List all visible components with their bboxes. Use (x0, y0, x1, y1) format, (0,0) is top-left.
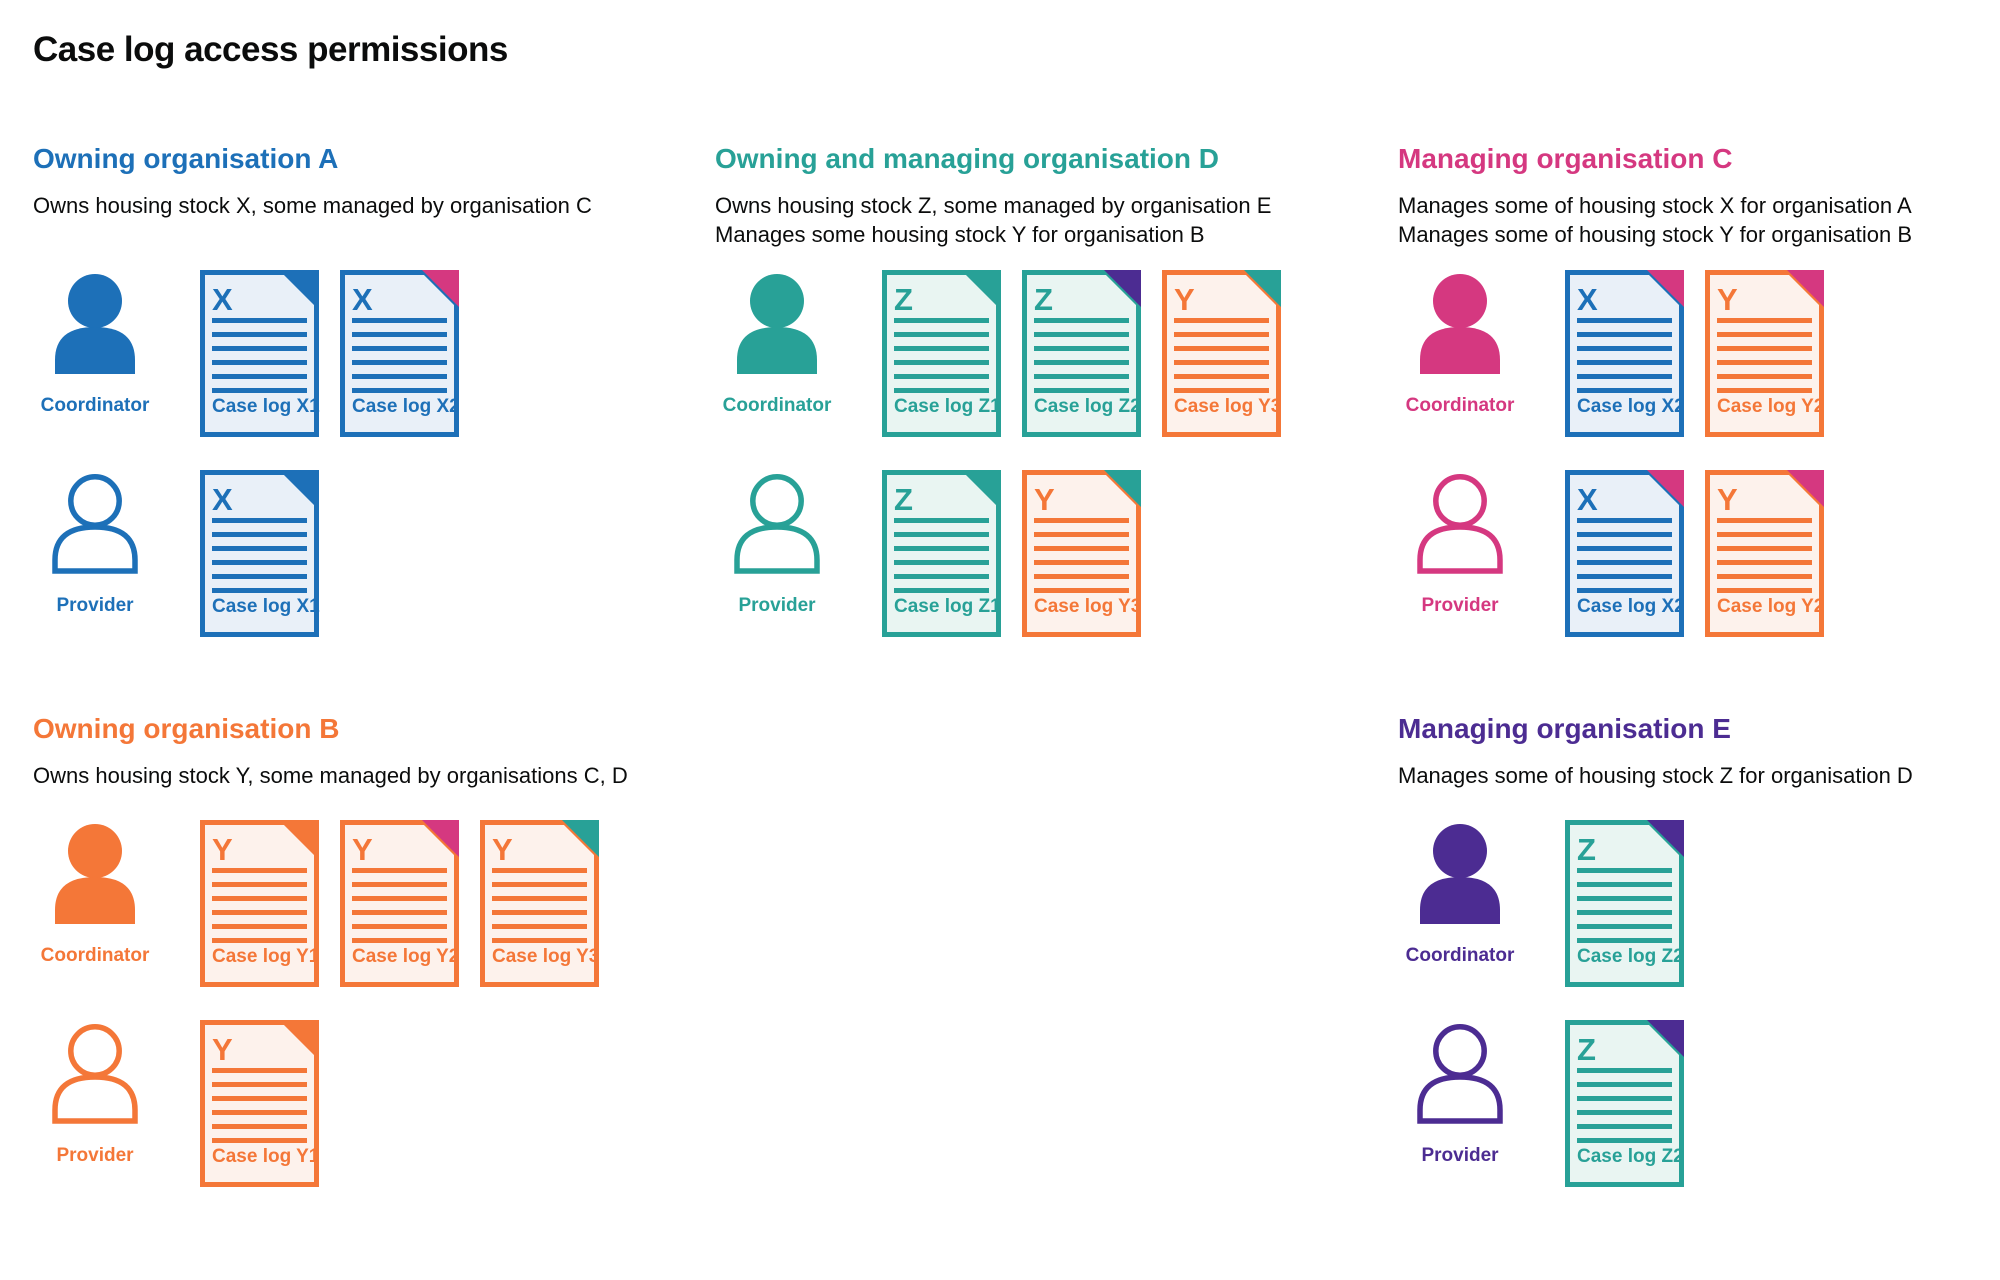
doc-text-line (212, 1124, 307, 1129)
person-body (55, 327, 135, 374)
case-log-doc (1565, 270, 1684, 437)
doc-stock-letter: Y (1174, 282, 1195, 317)
case-log-doc (1022, 270, 1141, 437)
coordinator-icon (727, 274, 827, 374)
doc-text-line (1577, 1138, 1672, 1143)
doc-text-line (1034, 360, 1129, 365)
doc-text-line (1034, 332, 1129, 337)
doc-text-line (1174, 374, 1269, 379)
provider-icon (1410, 474, 1510, 574)
doc-text-line (1577, 332, 1672, 337)
section-org-c (1398, 143, 2000, 617)
doc-text-line (352, 360, 447, 365)
doc-text-line (212, 518, 307, 523)
doc-text-line (1577, 868, 1672, 873)
section-description-line: Owns housing stock Z, some managed by organisation E (715, 193, 1272, 218)
person-head (71, 1027, 119, 1075)
role-row-provider (1398, 470, 2000, 640)
case-log-doc (1022, 470, 1141, 637)
doc-text-line (894, 318, 989, 323)
person-head (1436, 1027, 1484, 1075)
doc-text-line (1577, 374, 1672, 379)
role-label: Provider (738, 595, 816, 616)
section-heading: Managing organisation C (1398, 143, 1733, 174)
person-body (55, 877, 135, 924)
coordinator-icon (45, 274, 145, 374)
role-label: Provider (56, 1145, 134, 1166)
doc-text-line (212, 924, 307, 929)
doc-text-line (894, 346, 989, 351)
case-log-label: Case log X1 (212, 396, 320, 417)
doc-text-line (212, 1138, 307, 1143)
doc-text-line (352, 332, 447, 337)
case-log-doc (882, 270, 1001, 437)
doc-text-line (212, 1110, 307, 1115)
coordinator-figure (1405, 824, 1515, 974)
role-row-provider (33, 1020, 653, 1190)
person-head (71, 477, 119, 525)
doc-text-line (212, 896, 307, 901)
doc-text-line (1717, 532, 1812, 537)
doc-stock-letter: Y (352, 832, 373, 867)
doc-text-line (352, 910, 447, 915)
role-label: Coordinator (1405, 945, 1515, 966)
case-log-label: Case log X2 (1577, 396, 1685, 417)
coordinator-figure (40, 274, 150, 424)
doc-text-line (1174, 360, 1269, 365)
provider-figure (727, 474, 827, 624)
page-title: Case log access permissions (33, 30, 508, 69)
doc-text-line (1577, 1110, 1672, 1115)
section-description-line: Manages some of housing stock X for organisation A (1398, 193, 1912, 218)
doc-text-line (1034, 374, 1129, 379)
case-log-doc (200, 820, 319, 987)
doc-text-line (894, 374, 989, 379)
doc-stock-letter: X (1577, 482, 1598, 517)
role-row-coordinator (1398, 820, 2000, 990)
doc-text-line (352, 318, 447, 323)
person-body (55, 527, 135, 571)
doc-text-line (1577, 518, 1672, 523)
case-log-label: Case log Y2 (352, 946, 460, 967)
doc-text-line (1034, 518, 1129, 523)
doc-text-line (352, 868, 447, 873)
doc-text-line (1717, 560, 1812, 565)
doc-text-line (1034, 574, 1129, 579)
doc-text-line (1717, 388, 1812, 393)
doc-text-line (212, 938, 307, 943)
section-org-d (715, 143, 1335, 617)
doc-text-line (1577, 1068, 1672, 1073)
doc-text-line (212, 388, 307, 393)
doc-text-line (352, 924, 447, 929)
doc-text-line (212, 346, 307, 351)
case-log-label: Case log Y1 (212, 1146, 320, 1167)
doc-text-line (1577, 588, 1672, 593)
doc-text-line (894, 332, 989, 337)
doc-text-line (1174, 346, 1269, 351)
role-label: Provider (56, 595, 134, 616)
doc-stock-letter: Y (492, 832, 513, 867)
case-log-label: Case log Z1 (894, 596, 1001, 617)
doc-text-line (492, 868, 587, 873)
role-label: Provider (1421, 1145, 1499, 1166)
coordinator-figure (1405, 274, 1515, 424)
case-log-doc (882, 470, 1001, 637)
person-head (68, 824, 122, 878)
doc-text-line (1034, 588, 1129, 593)
coordinator-figure (722, 274, 832, 424)
case-log-doc (1705, 470, 1824, 637)
doc-stock-letter: X (1577, 282, 1598, 317)
doc-text-line (212, 318, 307, 323)
case-log-doc (1705, 270, 1824, 437)
doc-text-line (212, 374, 307, 379)
doc-text-line (1577, 882, 1672, 887)
doc-text-line (1174, 388, 1269, 393)
coordinator-icon (45, 824, 145, 924)
case-log-label: Case log Y1 (212, 946, 320, 967)
case-log-doc (200, 270, 319, 437)
doc-text-line (1034, 560, 1129, 565)
person-head (1433, 274, 1487, 328)
doc-text-line (1717, 546, 1812, 551)
doc-text-line (1577, 896, 1672, 901)
doc-text-line (1034, 346, 1129, 351)
case-log-label: Case log Y2 (1717, 396, 1825, 417)
doc-text-line (1717, 588, 1812, 593)
section-org-b (33, 713, 653, 1167)
doc-text-line (1174, 332, 1269, 337)
doc-stock-letter: X (212, 482, 233, 517)
doc-text-line (1717, 374, 1812, 379)
person-body (55, 1077, 135, 1121)
case-log-doc (340, 270, 459, 437)
doc-text-line (894, 388, 989, 393)
role-row-provider (33, 470, 653, 640)
section-description-line: Manages some of housing stock Z for organisation D (1398, 763, 1913, 788)
role-row-provider (715, 470, 1335, 640)
doc-text-line (1034, 388, 1129, 393)
provider-icon (45, 474, 145, 574)
section-description-line: Owns housing stock X, some managed by organisation C (33, 193, 592, 218)
doc-text-line (352, 896, 447, 901)
case-log-doc (200, 470, 319, 637)
role-row-coordinator (33, 820, 653, 990)
person-body (737, 327, 817, 374)
doc-stock-letter: Z (894, 282, 913, 317)
doc-text-line (1577, 910, 1672, 915)
doc-text-line (212, 560, 307, 565)
provider-figure (1410, 474, 1510, 624)
doc-text-line (212, 910, 307, 915)
doc-text-line (1577, 938, 1672, 943)
section-heading: Owning and managing organisation D (715, 143, 1220, 174)
section-heading: Managing organisation E (1398, 713, 1731, 744)
section-org-e (1398, 713, 2000, 1167)
doc-text-line (352, 882, 447, 887)
role-row-coordinator (1398, 270, 2000, 440)
doc-text-line (894, 574, 989, 579)
doc-text-line (492, 882, 587, 887)
doc-text-line (212, 882, 307, 887)
person-body (1420, 877, 1500, 924)
coordinator-icon (1410, 824, 1510, 924)
role-row-coordinator (715, 270, 1335, 440)
person-body (1420, 527, 1500, 571)
provider-icon (45, 1024, 145, 1124)
role-row-coordinator (33, 270, 653, 440)
case-log-doc (200, 1020, 319, 1187)
case-log-label: Case log Y2 (1717, 596, 1825, 617)
doc-text-line (212, 360, 307, 365)
case-log-doc (1565, 1020, 1684, 1187)
case-log-label: Case log X1 (212, 596, 320, 617)
doc-text-line (212, 868, 307, 873)
doc-text-line (212, 332, 307, 337)
doc-text-line (1034, 532, 1129, 537)
case-log-label: Case log Z2 (1577, 1146, 1684, 1167)
doc-stock-letter: X (352, 282, 373, 317)
doc-text-line (492, 924, 587, 929)
person-body (1420, 1077, 1500, 1121)
person-head (1436, 477, 1484, 525)
case-log-label: Case log X2 (1577, 596, 1685, 617)
person-body (1420, 327, 1500, 374)
doc-text-line (492, 896, 587, 901)
doc-stock-letter: Y (1034, 482, 1055, 517)
section-org-a (33, 143, 653, 617)
case-log-label: Case log Z1 (894, 396, 1001, 417)
doc-stock-letter: X (212, 282, 233, 317)
doc-text-line (212, 1096, 307, 1101)
role-label: Coordinator (40, 395, 150, 416)
doc-text-line (1577, 318, 1672, 323)
doc-text-line (352, 374, 447, 379)
section-description-line: Manages some of housing stock Y for organisation B (1398, 222, 1913, 247)
provider-icon (727, 474, 827, 574)
coordinator-icon (1410, 274, 1510, 374)
provider-figure (45, 474, 145, 624)
case-log-label: Case log Y3 (1034, 596, 1142, 617)
case-log-doc (1565, 820, 1684, 987)
doc-text-line (1717, 518, 1812, 523)
doc-text-line (1577, 360, 1672, 365)
section-description-line: Manages some housing stock Y for organisation B (715, 222, 1205, 247)
doc-text-line (894, 588, 989, 593)
case-log-doc (1565, 470, 1684, 637)
doc-text-line (1577, 1082, 1672, 1087)
person-head (750, 274, 804, 328)
case-log-doc (480, 820, 599, 987)
case-log-label: Case log Y3 (492, 946, 600, 967)
doc-text-line (492, 938, 587, 943)
doc-text-line (1577, 346, 1672, 351)
doc-text-line (1577, 388, 1672, 393)
doc-text-line (352, 388, 447, 393)
provider-figure (1410, 1024, 1510, 1174)
case-log-label: Case log X2 (352, 396, 460, 417)
doc-stock-letter: Y (212, 832, 233, 867)
doc-text-line (1577, 546, 1672, 551)
doc-text-line (1577, 560, 1672, 565)
case-log-label: Case log Z2 (1034, 396, 1141, 417)
doc-stock-letter: Z (1577, 1032, 1596, 1067)
doc-text-line (1174, 318, 1269, 323)
section-heading: Owning organisation B (33, 713, 340, 744)
doc-text-line (1717, 346, 1812, 351)
doc-stock-letter: Z (1034, 282, 1053, 317)
doc-text-line (1034, 318, 1129, 323)
doc-stock-letter: Z (1577, 832, 1596, 867)
doc-text-line (212, 546, 307, 551)
case-log-doc (340, 820, 459, 987)
doc-text-line (1034, 546, 1129, 551)
person-body (737, 527, 817, 571)
section-heading: Owning organisation A (33, 143, 339, 174)
doc-text-line (1717, 318, 1812, 323)
doc-text-line (1717, 332, 1812, 337)
doc-text-line (1577, 1124, 1672, 1129)
doc-text-line (1717, 574, 1812, 579)
doc-text-line (1577, 1096, 1672, 1101)
doc-text-line (1717, 360, 1812, 365)
role-label: Coordinator (1405, 395, 1515, 416)
person-head (68, 274, 122, 328)
doc-text-line (212, 532, 307, 537)
provider-figure (45, 1024, 145, 1174)
person-head (753, 477, 801, 525)
doc-text-line (894, 560, 989, 565)
doc-stock-letter: Y (1717, 282, 1738, 317)
provider-icon (1410, 1024, 1510, 1124)
doc-stock-letter: Z (894, 482, 913, 517)
role-label: Coordinator (40, 945, 150, 966)
doc-text-line (1577, 924, 1672, 929)
person-head (1433, 824, 1487, 878)
doc-stock-letter: Y (1717, 482, 1738, 517)
doc-text-line (894, 532, 989, 537)
section-description-line: Owns housing stock Y, some managed by organisations C, D (33, 763, 628, 788)
doc-text-line (212, 1082, 307, 1087)
doc-text-line (894, 518, 989, 523)
case-log-label: Case log Y3 (1174, 396, 1282, 417)
role-label: Coordinator (722, 395, 832, 416)
role-row-provider (1398, 1020, 2000, 1190)
doc-text-line (352, 346, 447, 351)
case-log-doc (1162, 270, 1281, 437)
coordinator-figure (40, 824, 150, 974)
doc-text-line (894, 546, 989, 551)
doc-text-line (352, 938, 447, 943)
doc-text-line (1577, 574, 1672, 579)
doc-text-line (212, 1068, 307, 1073)
doc-stock-letter: Y (212, 1032, 233, 1067)
doc-text-line (1577, 532, 1672, 537)
doc-text-line (212, 574, 307, 579)
role-label: Provider (1421, 595, 1499, 616)
doc-text-line (894, 360, 989, 365)
case-log-label: Case log Z2 (1577, 946, 1684, 967)
doc-text-line (212, 588, 307, 593)
doc-text-line (492, 910, 587, 915)
